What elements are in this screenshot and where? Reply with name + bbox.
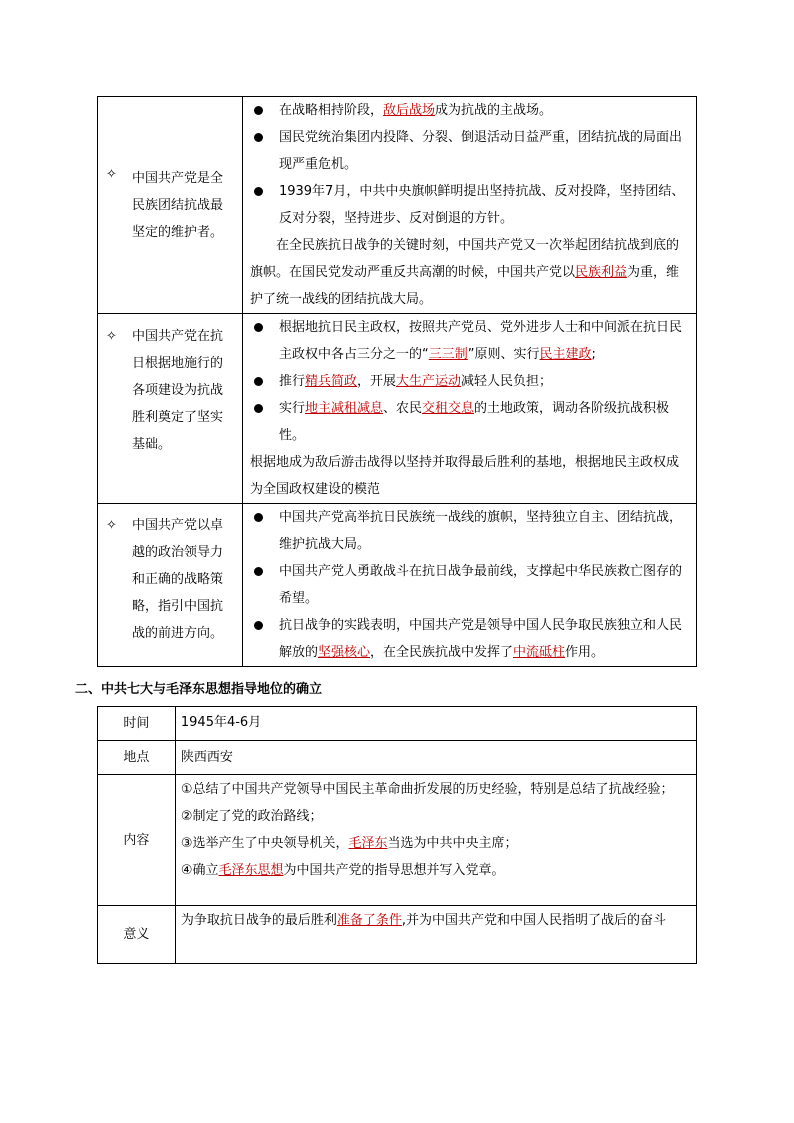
highlight-term: 大生产运动	[396, 374, 462, 389]
time-label: 时间	[98, 707, 176, 741]
row-content-cell	[242, 97, 696, 314]
place-value: 陕西西安	[175, 741, 696, 775]
table-row	[98, 314, 697, 504]
summary-paragraph	[250, 232, 688, 313]
item-text: 实行	[278, 401, 305, 416]
item-text: 成为抗战的主战场。	[435, 103, 553, 118]
list-item	[250, 124, 688, 178]
line-text: ④确立	[180, 863, 219, 878]
line-text: ,并为中国共产党和中国人民指明了战后的奋斗	[401, 913, 667, 928]
row-label-cell	[98, 314, 243, 504]
item-text: 抗日战争的实践表明，中国共产党是领导中国人民争取民族独立和人民解放的	[278, 618, 682, 660]
list-item	[250, 97, 688, 124]
content-line	[181, 857, 690, 884]
list-item	[250, 178, 688, 232]
list-item	[250, 558, 688, 612]
bullet-dot-icon	[254, 567, 263, 576]
paragraph-text: 根据地成为敌后游击战得以坚持并取得最后胜利的基地，根据地民主政权成为全国政权建设的模范	[249, 455, 679, 497]
list-item	[250, 368, 688, 395]
bullet-dot-icon	[254, 404, 263, 413]
ccp-role-table	[97, 96, 697, 667]
row-label-cell	[98, 97, 243, 314]
list-item	[250, 395, 688, 449]
highlight-term: 坚强核心	[317, 645, 370, 660]
highlight-term: 交租交息	[422, 401, 475, 416]
table-row	[98, 97, 697, 314]
highlight-term: 毛泽东	[348, 836, 388, 851]
section-heading: 二、中共七大与毛泽东思想指导地位的确立	[75, 682, 323, 697]
row-label: 中国共产党是全民族团结抗战最坚定的维护者。	[132, 170, 224, 240]
highlight-term: 准备了条件	[336, 913, 402, 928]
line-text: 为中国共产党的指导思想并写入党章。	[283, 863, 505, 878]
highlight-term: 敌后战场	[382, 103, 435, 118]
bullet-dot-icon	[254, 621, 263, 630]
summary-paragraph	[250, 449, 688, 503]
paragraph-text: 为重，维护了统一战线的团结抗战大局。	[249, 265, 680, 307]
item-text: 、农民	[383, 401, 423, 416]
bullet-dot-icon	[254, 513, 263, 522]
table-row	[98, 504, 697, 667]
item-text: 中国共产党人勇敢战斗在抗日战争最前线，支撑起中华民族救亡图存的希望。	[278, 564, 682, 606]
item-text: 中国共产党高举抗日民族统一战线的旗帜，坚持独立自主、团结抗战，维护抗战大局。	[278, 510, 682, 552]
line-text: ③选举产生了中央领导机关，	[180, 836, 349, 851]
item-text: ，开展	[357, 374, 397, 389]
row-label-cell	[98, 504, 243, 667]
item-text: 作用。	[565, 645, 605, 660]
highlight-term: 地主减租减息	[304, 401, 383, 416]
content-line: ②制定了党的政治路线；	[180, 809, 323, 824]
bullet-dot-icon	[254, 106, 263, 115]
content-label: 内容	[98, 775, 176, 906]
item-text: ，在全民族抗战中发挥了	[370, 645, 514, 660]
list-item	[250, 504, 688, 558]
list-item	[250, 314, 688, 368]
table-row	[98, 775, 697, 906]
item-text: 在战略相持阶段，	[278, 103, 383, 118]
table-row	[98, 707, 697, 741]
bullet-dot-icon	[254, 133, 263, 142]
item-text: ”原则、实行	[467, 347, 540, 362]
place-label: 地点	[98, 741, 176, 775]
content-line	[181, 830, 690, 857]
meaning-value	[175, 906, 696, 964]
row-label: 中国共产党以卓越的政治领导力和正确的战略策略，指引中国抗战的前进方向。	[132, 518, 224, 641]
content-value	[175, 775, 696, 906]
seventh-congress-table	[97, 706, 697, 964]
row-content-cell	[242, 504, 696, 667]
content-line: ①总结了中国共产党领导中国民主革命曲折发展的历史经验，特别是总结了抗战经验；	[180, 782, 674, 797]
item-text: 推行	[278, 374, 305, 389]
row-content-cell	[242, 314, 696, 504]
item-text: 根据地抗日民主政权，按照共产党员、党外进步人士和中间派在抗日民主政权中各占三分之一的“	[278, 320, 682, 362]
item-text: 的土地政策，调动各阶级抗战积极性。	[278, 401, 670, 443]
diamond-marker-icon: ✧	[106, 518, 117, 533]
highlight-term: 中流砥柱	[513, 645, 566, 660]
item-text: 减轻人民负担；	[461, 374, 553, 389]
diamond-marker-icon: ✧	[106, 167, 117, 182]
paragraph-text: 在全民族抗日战争的关键时刻，中国共产党又一次举起团结抗战到底的旗帜。在国民党发动严重反共高潮的时候，中国共产党以	[249, 238, 679, 280]
bullet-dot-icon	[254, 323, 263, 332]
item-text: ;	[591, 347, 596, 362]
table-row	[98, 741, 697, 775]
highlight-term: 毛泽东思想	[218, 863, 284, 878]
bullet-dot-icon	[254, 187, 263, 196]
highlight-term: 精兵简政	[304, 374, 357, 389]
line-text: 为争取抗日战争的最后胜利	[180, 913, 337, 928]
bullet-dot-icon	[254, 377, 263, 386]
highlight-term: 三三制	[428, 347, 468, 362]
table-row	[98, 906, 697, 964]
row-label: 中国共产党在抗日根据地施行的各项建设为抗战胜利奠定了坚实基础。	[132, 329, 224, 452]
item-text: 1939年7月，中共中央旗帜鲜明提出坚持抗战、反对投降，坚持团结、反对分裂，坚持进步、反对倒退的方针。	[278, 184, 685, 226]
item-text: 国民党统治集团内投降、分裂、倒退活动日益严重，团结抗战的局面出现严重危机。	[278, 130, 682, 172]
line-text: 当选为中共中央主席；	[387, 836, 518, 851]
highlight-term: 民主建政	[539, 347, 592, 362]
meaning-label: 意义	[98, 906, 176, 964]
diamond-marker-icon: ✧	[106, 329, 117, 344]
time-value: 1945年4-6月	[175, 707, 696, 741]
highlight-term: 民族利益	[574, 265, 627, 280]
list-item	[250, 612, 688, 666]
